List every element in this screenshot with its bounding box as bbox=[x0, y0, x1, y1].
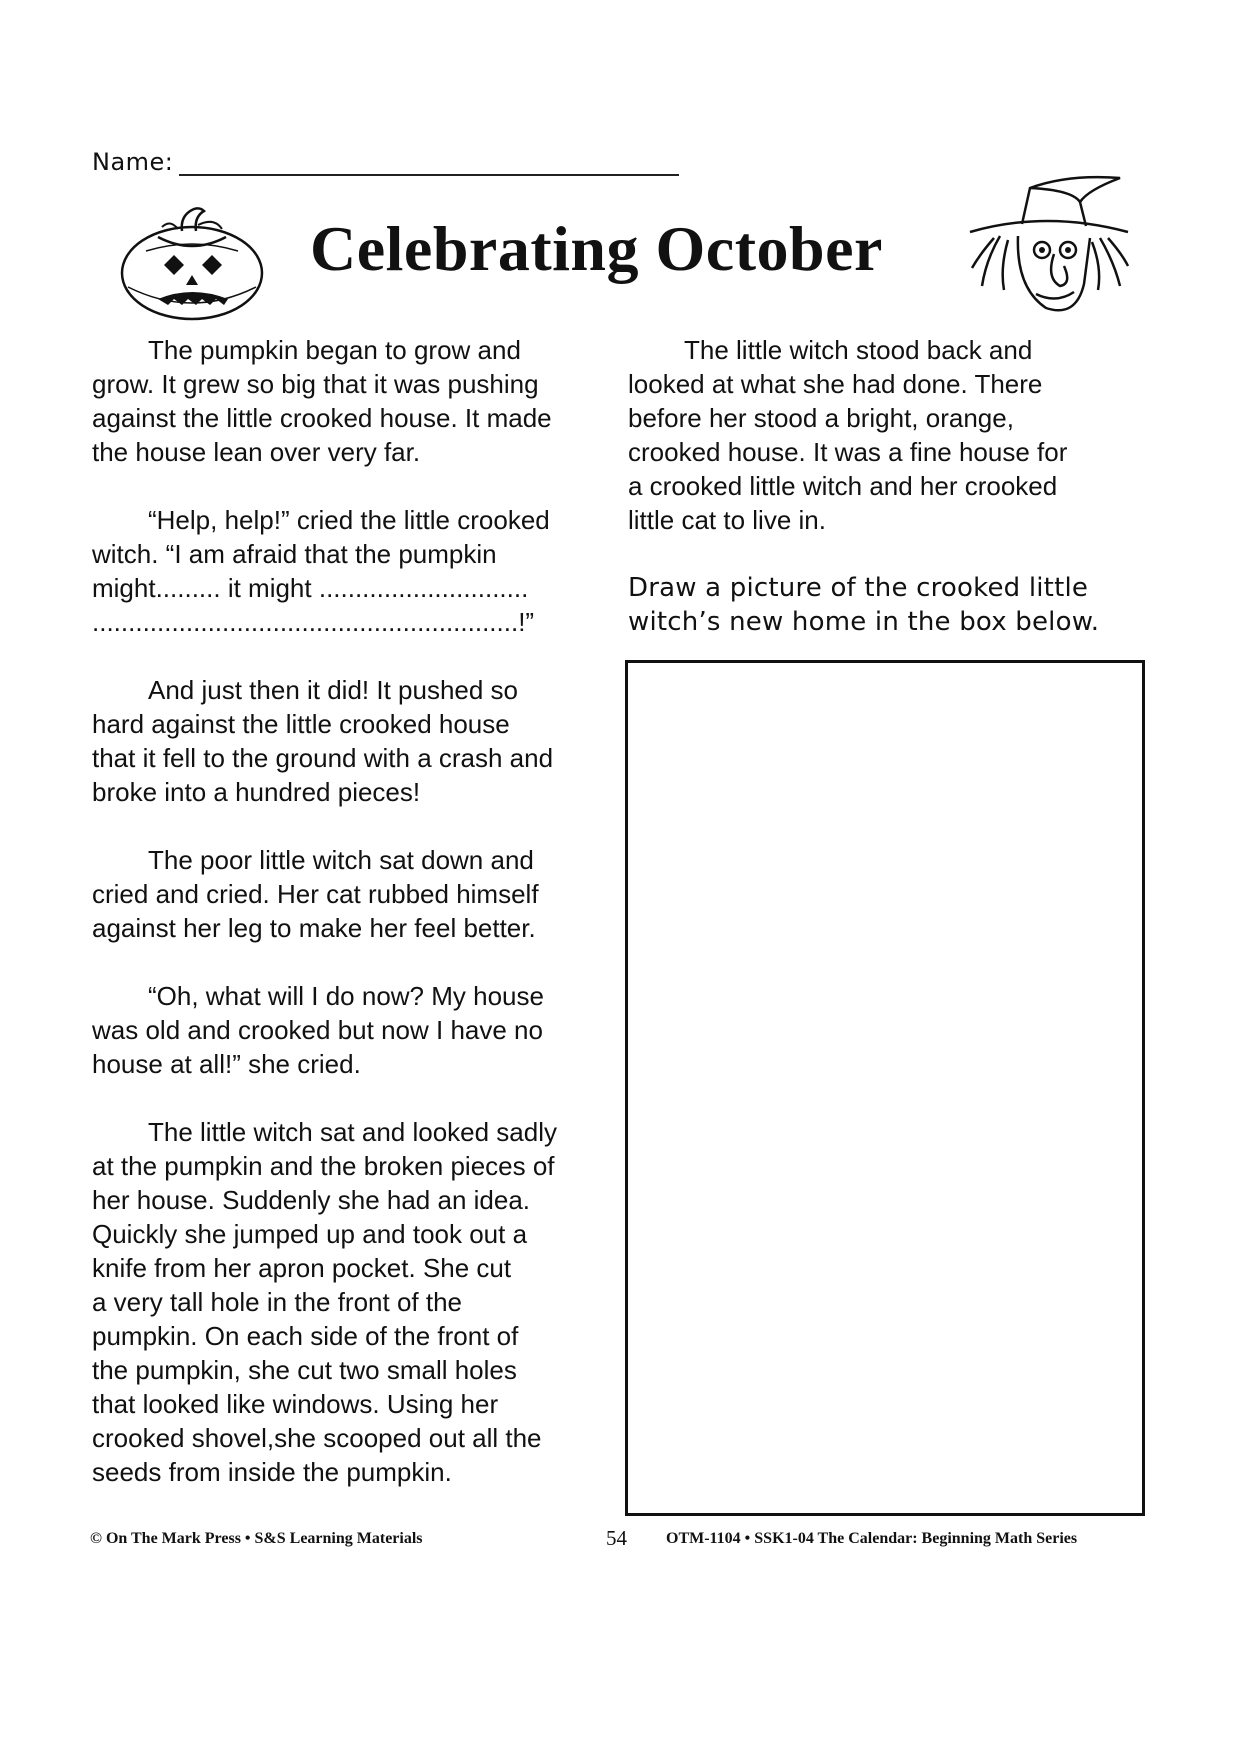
name-row bbox=[92, 148, 679, 176]
page-title: Celebrating October bbox=[310, 213, 883, 284]
witch-face-icon bbox=[960, 168, 1132, 320]
jack-o-lantern-icon bbox=[118, 207, 266, 323]
story-right-column bbox=[628, 333, 1148, 639]
story-paragraph: “Oh, what will I do now? My house was old and crooked but now I have no house at all!” she cried. bbox=[92, 981, 544, 1079]
name-label: Name: bbox=[92, 148, 174, 176]
footer-series: OTM-1104 • SSK1-04 The Calendar: Beginning Math Series bbox=[666, 1530, 1078, 1547]
story-paragraph: The little witch stood back and looked at what she had done. There before her stood a bright, orange, crooked house. It was a fine house for a crooked little witch and her crooked little cat to live in. bbox=[628, 335, 1068, 535]
story-paragraph: “Help, help!” cried the little crooked witch. “I am afraid that the pumpkin might......... it might ............................. ...........................................................!” bbox=[92, 505, 550, 637]
story-left-column bbox=[92, 333, 612, 1521]
story-paragraph: And just then it did! It pushed so hard against the little crooked house that it fell to the ground with a crash and broke into a hundred pieces! bbox=[92, 675, 554, 807]
footer-copyright: © On The Mark Press • S&S Learning Materials bbox=[90, 1530, 423, 1547]
drawing-box[interactable] bbox=[625, 660, 1145, 1516]
name-field[interactable] bbox=[179, 150, 679, 176]
story-paragraph: The poor little witch sat down and cried and cried. Her cat rubbed himself against her leg to make her feel better. bbox=[92, 845, 539, 943]
story-paragraph: The pumpkin began to grow and grow. It grew so big that it was pushing against the little crooked house. It made the house lean over very far. bbox=[92, 335, 552, 467]
story-paragraph: The little witch sat and looked sadly at the pumpkin and the broken pieces of her house. Suddenly she had an idea. Quickly she jumped up and took out a knife from her apron pocket. She cut a very tall hole in the front of the pumpkin. On each side of the front of the pumpkin, she cut two small holes that looked like windows. Using her crooked shovel,she scooped out all the seeds from inside the pumpkin. bbox=[92, 1117, 557, 1487]
page-footer bbox=[0, 1528, 1241, 1554]
drawing-prompt: Draw a picture of the crooked little witch’s new home in the box below. bbox=[628, 573, 1100, 637]
page-number: 54 bbox=[606, 1526, 627, 1550]
